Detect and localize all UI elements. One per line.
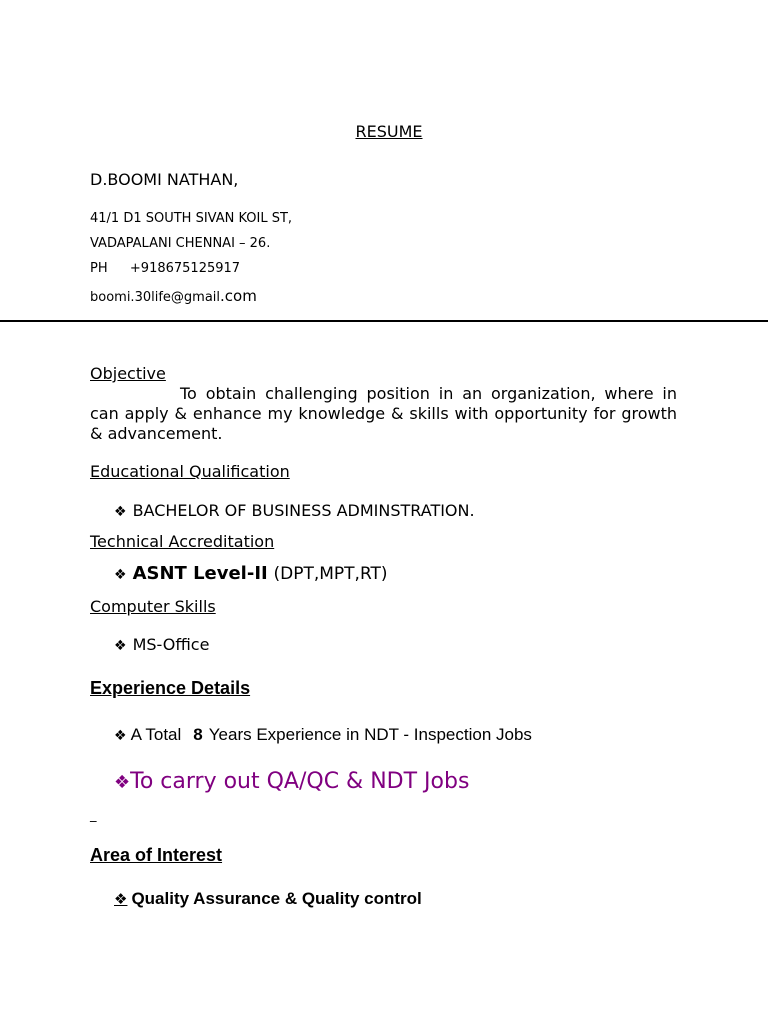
objective-text-block <box>90 384 677 444</box>
section-separator: _ <box>90 808 97 823</box>
email-user: boomi.30life@gmail <box>90 290 221 305</box>
technical-item <box>114 563 388 584</box>
experience-item-2 <box>114 769 469 794</box>
header-divider <box>0 320 768 322</box>
phone-label: PH <box>90 261 108 276</box>
experience-heading: Experience Details <box>90 678 251 698</box>
education-item <box>114 501 475 520</box>
candidate-name: D.BOOMI NATHAN, <box>90 170 239 189</box>
diamond-bullet-icon: ❖ <box>114 728 127 744</box>
computer-heading: Computer Skills <box>90 597 216 616</box>
experience-item-1-prefix: A Total <box>130 725 182 744</box>
experience-years: 8 <box>193 725 203 744</box>
objective-heading: Objective <box>90 364 166 383</box>
diamond-bullet-icon: ❖ <box>114 772 131 793</box>
interest-item <box>114 889 422 909</box>
computer-item <box>114 635 209 654</box>
technical-item-bold: ASNT Level-II <box>132 563 268 584</box>
education-item-text: BACHELOR OF BUSINESS ADMINSTRATION. <box>132 501 475 520</box>
technical-heading: Technical Accreditation <box>90 532 275 551</box>
phone-number: +918675125917 <box>129 261 241 276</box>
technical-item-rest: (DPT,MPT,RT) <box>273 564 388 584</box>
resume-title: RESUME <box>355 122 423 141</box>
email-tld: .com <box>220 287 257 305</box>
computer-item-text: MS-Office <box>132 635 210 654</box>
phone-line <box>90 261 240 276</box>
address-line-2: VADAPALANI CHENNAI – 26. <box>90 236 271 251</box>
experience-item-1-suffix: Years Experience in NDT - Inspection Jobs <box>208 725 532 744</box>
interest-item-text: Quality Assurance & Quality control <box>131 889 422 908</box>
education-heading: Educational Qualification <box>90 462 290 481</box>
email-line <box>90 287 257 305</box>
diamond-bullet-icon: ❖ <box>114 638 127 654</box>
diamond-bullet-icon: ❖ <box>114 504 127 520</box>
interest-heading: Area of Interest <box>90 845 223 865</box>
diamond-bullet-icon: ❖ <box>114 890 128 908</box>
experience-item-1 <box>114 725 532 745</box>
diamond-bullet-icon: ❖ <box>114 567 127 583</box>
address-line-1: 41/1 D1 SOUTH SIVAN KOIL ST, <box>90 211 293 226</box>
experience-item-2-text: To carry out QA/QC & NDT Jobs <box>130 769 470 794</box>
objective-text: To obtain challenging position in an organization, where in can apply & enhance my knowledge & skills with opportunity for growth & advancement. <box>90 384 677 443</box>
